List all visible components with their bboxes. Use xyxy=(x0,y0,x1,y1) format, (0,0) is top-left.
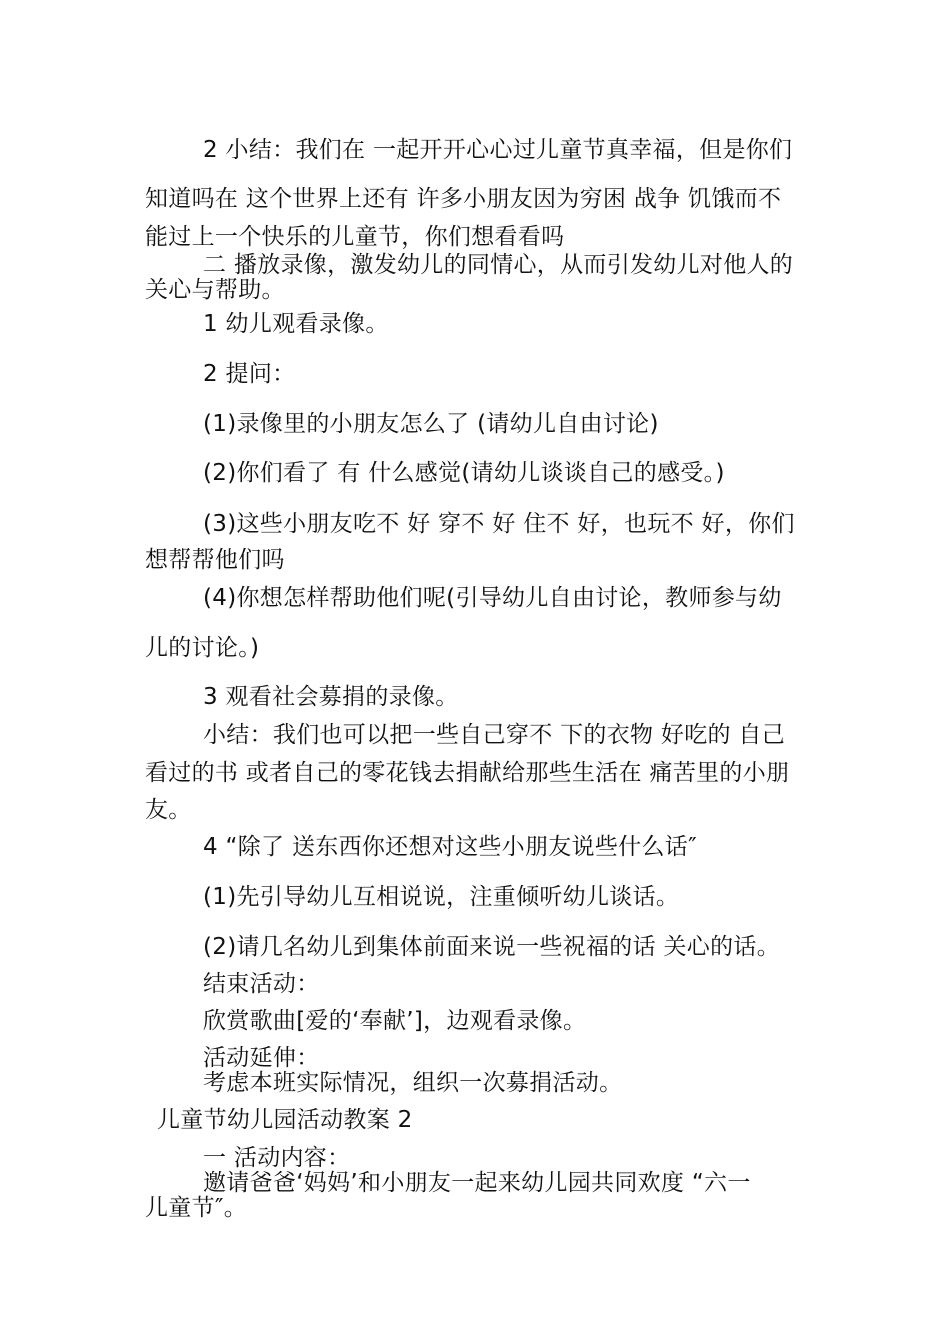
activity-content-heading: 一 活动内容： xyxy=(203,1145,351,1171)
step-2-questions: 2 提问： xyxy=(203,361,296,387)
step-4-what-to-say: 4 “除了 送东西你还想对这些小朋友说些什么话″ xyxy=(203,834,697,860)
step-4-item-2: (2)请几名幼儿到集体前面来说一些祝福的话 关心的话。 xyxy=(203,934,780,960)
step-1-watch-video: 1 幼儿观看录像。 xyxy=(203,311,389,337)
paragraph-summary-1-line-2: 知道吗在 这个世界上还有 许多小朋友因为穷困 战争 饥饿而不 xyxy=(145,186,782,212)
summary-2-line-3: 友。 xyxy=(145,797,192,823)
question-3-line-1: (3)这些小朋友吃不 好 穿不 好 住不 好，也玩不 好，你们 xyxy=(203,511,795,537)
lesson-plan-2-title: 儿童节幼儿园活动教案 2 xyxy=(157,1107,413,1133)
extension-heading: 活动延伸： xyxy=(203,1045,320,1071)
end-activity-content: 欣赏歌曲[爱的‘奉献’]，边观看录像。 xyxy=(203,1008,587,1034)
section-two-heading-line-2: 关心与帮助。 xyxy=(145,277,285,303)
step-4-item-1: (1)先引导幼儿互相说说，注重倾听幼儿谈话。 xyxy=(203,884,680,910)
summary-2-line-1: 小结：我们也可以把一些自己穿不 下的衣物 好吃的 自己 xyxy=(203,722,786,748)
activity-content-line-2: 儿童节″。 xyxy=(145,1195,248,1221)
paragraph-summary-1-line-1: 2 小结：我们在 一起开开心心过儿童节真幸福，但是你们 xyxy=(203,137,793,163)
question-1: (1)录像里的小朋友怎么了 (请幼儿自由讨论) xyxy=(203,411,659,437)
end-activity-heading: 结束活动： xyxy=(203,971,320,997)
extension-content: 考虑本班实际情况，组织一次募捐活动。 xyxy=(203,1070,623,1096)
section-two-heading-line-1: 二 播放录像，激发幼儿的同情心，从而引发幼儿对他人的 xyxy=(203,252,794,278)
question-3-line-2: 想帮帮他们吗 xyxy=(145,547,285,573)
question-4-line-2: 儿的讨论。) xyxy=(145,635,260,661)
paragraph-summary-1-line-3: 能过上一个快乐的儿童节，你们想看看吗 xyxy=(145,224,565,250)
question-4-line-1: (4)你想怎样帮助他们呢(引导幼儿自由讨论，教师参与幼 xyxy=(203,585,782,611)
question-2: (2)你们看了 有 什么感觉(请幼儿谈谈自己的感受。) xyxy=(203,460,725,486)
summary-2-line-2: 看过的书 或者自己的零花钱去捐献给那些生活在 痛苦里的小朋 xyxy=(145,760,790,786)
step-3-donation-video: 3 观看社会募捐的录像。 xyxy=(203,684,459,710)
activity-content-line-1: 邀请爸爸‘妈妈’和小朋友一起来幼儿园共同欢度 “六一 xyxy=(203,1170,751,1196)
